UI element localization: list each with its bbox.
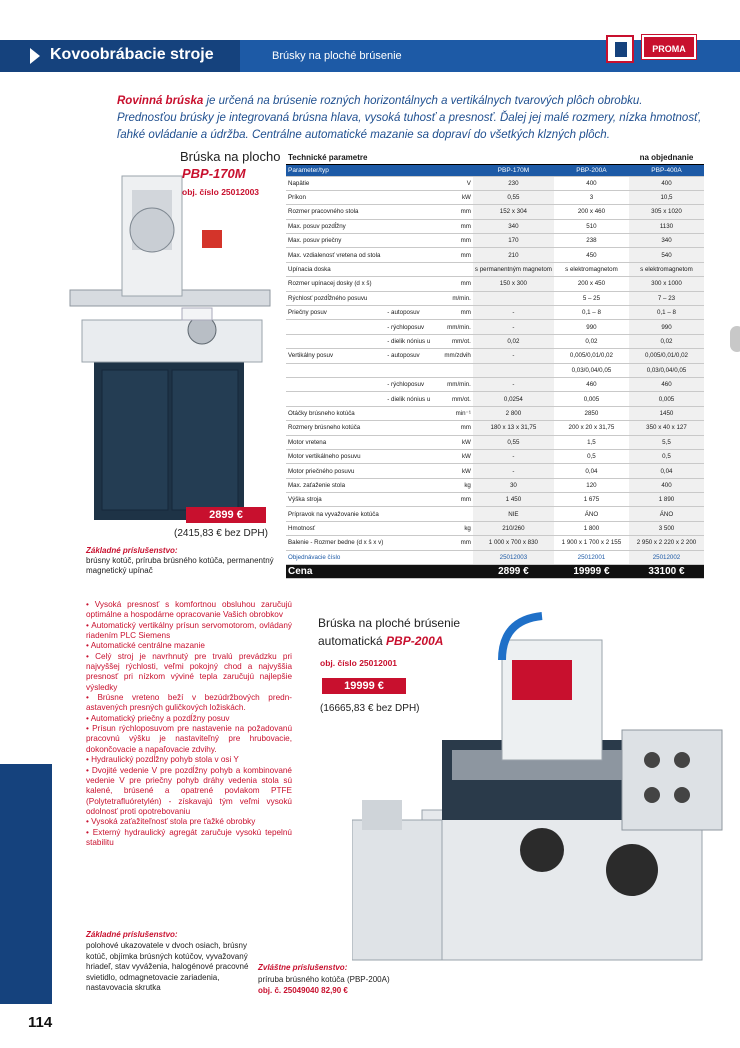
row-value: 460 (554, 377, 629, 391)
row-sublabel (385, 176, 432, 190)
arrow-icon (30, 48, 40, 64)
row-label: Otáčky brúsneho kotúča (286, 406, 385, 420)
row-value: 0,005/0,01/0,02 (629, 349, 704, 363)
row-value: 0,1 – 8 (554, 306, 629, 320)
row-sublabel (385, 406, 432, 420)
row-unit: kg (432, 478, 473, 492)
row-unit: mm (432, 219, 473, 233)
row-unit: mm (432, 306, 473, 320)
row-label: Príkon (286, 190, 385, 204)
row-label: Motor vertikálneho posuvu (286, 449, 385, 463)
row-sublabel (385, 421, 432, 435)
row-value: 0,55 (473, 190, 554, 204)
page-number: 114 (28, 1014, 53, 1031)
machine2-name-line1: Brúska na ploché brúsenie (318, 616, 461, 630)
feature-item: • Prísun rýchloposuvom pre nastavenie na požadovanú pracovnú výšku je nastaviteľný pre hrubovacie, dokončovacie a napaľovacie zdvihy. (86, 724, 292, 754)
row-unit: mm (432, 493, 473, 507)
machine2-optional-title: Zvláštne príslušenstvo: (258, 963, 348, 972)
row-value: 30 (473, 478, 554, 492)
feature-item: • Dvojité vedenie V pre pozdĺžny pohyb a kombinované vedenie V pre priečny pohyb dráhy vedenia stola sú kalené, brúsené a opatrené povlakom PTFE (Polytetrafluóretylén) - získavajú tým veľmi vysokú odolnosť proti opotrebovaniu (86, 765, 292, 816)
order-number: 25012002 (629, 550, 704, 564)
table-row (286, 521, 704, 535)
row-unit: m/min. (432, 291, 473, 305)
row-label: Napätie (286, 176, 385, 190)
row-value: 1 000 x 700 x 830 (473, 536, 554, 550)
price-value: 33100 € (629, 565, 704, 579)
row-value (473, 291, 554, 305)
feature-item: • Automatický priečny a pozdĺžny posuv (86, 713, 230, 723)
row-value: 1 890 (629, 493, 704, 507)
row-value: 2 800 (473, 406, 554, 420)
machine2-optional-text: príruba brúsného kotúča (PBP-200A) (258, 975, 390, 984)
row-sublabel (385, 291, 432, 305)
row-value: 0,04 (629, 464, 704, 478)
row-value: 990 (629, 320, 704, 334)
row-value: 230 (473, 176, 554, 190)
row-value: s permanentným magnetom (473, 262, 554, 276)
row-value: 0,55 (473, 435, 554, 449)
row-value: 2850 (554, 406, 629, 420)
row-value: 150 x 300 (473, 277, 554, 291)
order-number: 25012001 (554, 550, 629, 564)
row-sublabel (385, 205, 432, 219)
table-header-model: PBP-200A (554, 164, 629, 176)
table-row (286, 464, 704, 478)
row-value: 540 (629, 248, 704, 262)
price-value: 19999 € (554, 565, 629, 579)
row-label: Vertikálny posuv (286, 349, 385, 363)
row-label: Priečny posuv (286, 306, 385, 320)
order-row-label: Objednávacie číslo (286, 550, 473, 564)
row-sublabel: - autoposuv (385, 349, 432, 363)
row-value: 0,5 (629, 449, 704, 463)
machine-pbp-200a-image (352, 600, 740, 990)
table-row (286, 176, 704, 190)
intro-text: je určená na brúsenie rozných horizontálnych a vertikálnych tvarových plôch obrobku. Prednosťou brúsky je integrovaná brúsna hlava, vysoká tuhosť a presnosť. Ďalej jej malé rozmery, nízka hmotnosť, ľahké ovládanie a údržba. Centrálne automatické mazanie sa dopraví do všetkých klzných plôch. (117, 95, 702, 141)
row-value: 0,03/0,04/0,05 (629, 363, 704, 377)
row-value: 350 x 40 x 127 (629, 421, 704, 435)
row-sublabel: - dielik nónius u (385, 334, 432, 348)
table-row (286, 320, 704, 334)
row-label: Balenie - Rozmer bedne (d x š x v) (286, 536, 385, 550)
row-unit (432, 507, 473, 521)
row-sublabel (385, 363, 432, 377)
machine1-name: Brúska na plocho (180, 149, 281, 164)
row-value: 200 x 460 (554, 205, 629, 219)
price-row (286, 565, 704, 579)
row-sublabel (385, 435, 432, 449)
row-value: ÁNO (554, 507, 629, 521)
table-row (286, 205, 704, 219)
row-sublabel (385, 248, 432, 262)
table-header-param: Parameter/typ (286, 164, 473, 176)
machine2-name (318, 614, 460, 650)
row-label: Rozmery brúsneho kotúča (286, 421, 385, 435)
row-label: Výška stroja (286, 493, 385, 507)
row-value: 180 x 13 x 31,75 (473, 421, 554, 435)
table-row (286, 306, 704, 320)
row-sublabel: - autoposuv (385, 306, 432, 320)
row-unit: kW (432, 464, 473, 478)
row-value: 990 (554, 320, 629, 334)
row-value: 1 675 (554, 493, 629, 507)
row-label (286, 363, 385, 377)
spec-table-body (286, 152, 704, 579)
row-label: Max. posuv priečny (286, 234, 385, 248)
row-value: 1 800 (554, 521, 629, 535)
table-row (286, 349, 704, 363)
row-value: 3 (554, 190, 629, 204)
row-unit: mm (432, 536, 473, 550)
table-row (286, 248, 704, 262)
table-row (286, 478, 704, 492)
table-header-model: PBP-170M (473, 164, 554, 176)
row-sublabel (385, 507, 432, 521)
table-row (286, 421, 704, 435)
row-value: 120 (554, 478, 629, 492)
row-label: Hmotnosť (286, 521, 385, 535)
row-value: ÁNO (629, 507, 704, 521)
subsection-title: Brúsky na ploché brúsenie (272, 50, 402, 62)
row-value: 152 x 304 (473, 205, 554, 219)
machine-pbp-170m-image (62, 170, 272, 530)
row-value: 510 (554, 219, 629, 233)
machine2-optional-code: obj. č. 25049040 (258, 986, 319, 995)
row-sublabel (385, 219, 432, 233)
row-label: Motor vretena (286, 435, 385, 449)
row-sublabel (385, 493, 432, 507)
table-row (286, 277, 704, 291)
row-value: 400 (629, 176, 704, 190)
page-header (0, 0, 740, 72)
row-value: 305 x 1020 (629, 205, 704, 219)
feature-item: • Automatické centrálne mazanie (86, 641, 205, 651)
feature-item: • Brúsne vreteno beží v bezúdržbových prednastavených presných guličkových ložiskách. (86, 693, 292, 713)
row-unit: kW (432, 449, 473, 463)
table-row (286, 392, 704, 406)
row-unit: V (432, 176, 473, 190)
row-value: 300 x 1000 (629, 277, 704, 291)
row-value: - (473, 306, 554, 320)
row-value: 0,02 (554, 334, 629, 348)
row-value: 170 (473, 234, 554, 248)
machine2-name-line2: automatická (318, 634, 383, 648)
row-value: 0,04 (554, 464, 629, 478)
row-unit: mm/ot. (432, 392, 473, 406)
machine2-price-badge: 19999 € (322, 678, 406, 694)
table-row (286, 406, 704, 420)
table-row (286, 449, 704, 463)
row-value: 340 (473, 219, 554, 233)
machine2-model: PBP-200A (386, 634, 444, 648)
row-unit: mm/zdvih (432, 349, 473, 363)
table-title: Technické parametre (286, 152, 473, 164)
page-tab-icon (730, 326, 740, 352)
row-unit: mm (432, 234, 473, 248)
table-row (286, 190, 704, 204)
row-unit (432, 262, 473, 276)
machine1-price-ex-vat: (2415,83 € bez DPH) (174, 528, 268, 539)
row-unit: mm (432, 421, 473, 435)
row-value: 1,5 (554, 435, 629, 449)
table-title-spacer (473, 152, 554, 164)
row-unit: kW (432, 435, 473, 449)
row-label: Max. vzdialenosť vretena od stola (286, 248, 385, 262)
order-number: 25012003 (473, 550, 554, 564)
table-row (286, 262, 704, 276)
spec-table (286, 152, 704, 579)
row-value: 0,1 – 8 (629, 306, 704, 320)
machine2-accessories-title: Základné príslušenstvo: (86, 930, 178, 939)
row-value: 1130 (629, 219, 704, 233)
price-row-label: Cena (286, 565, 473, 579)
feature-list (86, 600, 292, 848)
row-label: Max. posuv pozdĺžny (286, 219, 385, 233)
table-row (286, 219, 704, 233)
table-row (286, 435, 704, 449)
row-sublabel: - dielik nónius u (385, 392, 432, 406)
table-header-model: PBP-400A (629, 164, 704, 176)
row-unit: min⁻¹ (432, 406, 473, 420)
row-unit (432, 363, 473, 377)
row-value: NIE (473, 507, 554, 521)
table-row (286, 536, 704, 550)
row-unit: mm (432, 248, 473, 262)
row-unit: mm (432, 205, 473, 219)
row-value: 5,5 (629, 435, 704, 449)
row-value: 238 (554, 234, 629, 248)
feature-item: • Hydraulický pozdĺžny pohyb stola v osi Y (86, 755, 239, 765)
table-row (286, 234, 704, 248)
machine1-model: PBP-170M (182, 166, 246, 181)
row-label: Motor priečného posuvu (286, 464, 385, 478)
row-sublabel: - rýchloposuv (385, 377, 432, 391)
row-value: 0,03/0,04/0,05 (554, 363, 629, 377)
row-value: 0,005 (629, 392, 704, 406)
feature-item: • Externý hydraulický agregát zaručuje vysokú tepelnú stabilitu (86, 827, 292, 847)
row-label: Rozmer pracovného stola (286, 205, 385, 219)
row-value: - (473, 377, 554, 391)
feature-item: • Automatický vertikálny prísun servomotorom, ovládaný riadením PLC Siemens (86, 620, 292, 641)
row-sublabel (385, 536, 432, 550)
row-sublabel (385, 464, 432, 478)
row-unit: mm/ot. (432, 334, 473, 348)
row-sublabel (385, 277, 432, 291)
row-value: s elektromagnetom (554, 262, 629, 276)
machine2-optional-code-line (258, 986, 348, 995)
row-value: 340 (629, 234, 704, 248)
machine1-order-code: obj. číslo 25012003 (182, 187, 260, 197)
side-color-bar (0, 764, 52, 1004)
row-label (286, 320, 385, 334)
row-value: - (473, 320, 554, 334)
feature-item: • Vysoká zaťažiteľnosť stola pre ťažké obrobky (86, 817, 256, 827)
machine1-accessories-title: Základné príslušenstvo: (86, 546, 178, 555)
price-value: 2899 € (473, 565, 554, 579)
row-value: 10,5 (629, 190, 704, 204)
row-label: Rýchlosť pozdĺžného posuvu (286, 291, 385, 305)
row-value: 400 (629, 478, 704, 492)
row-unit: kg (432, 521, 473, 535)
row-label (286, 392, 385, 406)
row-unit: kW (432, 190, 473, 204)
row-label: Max. zaťaženie stola (286, 478, 385, 492)
row-sublabel: - rýchloposuv (385, 320, 432, 334)
row-unit: mm/min. (432, 320, 473, 334)
order-number-row (286, 550, 704, 564)
row-value: 0,005 (554, 392, 629, 406)
category-logo-icon (606, 35, 634, 63)
machine1-price-badge: 2899 € (186, 507, 266, 523)
row-value: 200 x 450 (554, 277, 629, 291)
machine2-price-ex-vat: (16665,83 € bez DPH) (320, 703, 420, 714)
row-value: 7 – 23 (629, 291, 704, 305)
table-row (286, 507, 704, 521)
row-value: 450 (554, 248, 629, 262)
section-title: Kovoobrábacie stroje (50, 46, 214, 63)
row-value: 0,02 (629, 334, 704, 348)
row-value: 1 450 (473, 493, 554, 507)
machine1-accessories: brúsny kotúč, príruba brúsného kotúča, permanentný magnetický upínač (86, 556, 274, 575)
table-header-row (286, 164, 704, 176)
row-value: 2 950 x 2 220 x 2 200 (629, 536, 704, 550)
row-label: Upínacia doska (286, 262, 385, 276)
table-title-spacer (554, 152, 629, 164)
row-sublabel (385, 262, 432, 276)
row-value: 210 (473, 248, 554, 262)
row-value: 0,02 (473, 334, 554, 348)
machine2-accessories: polohové ukazovatele v dvoch osiach, brúsny kotúč, objímka brúsných kotúčov, vyvažovaný hriadeľ, stav vyváženia, halogénové pracovné svietidlo, odmagnetovacie zariadenia, nastavovacia skrutka (86, 941, 249, 993)
machine2-name-line2-wrap (318, 632, 460, 650)
row-unit: mm/min. (432, 377, 473, 391)
row-sublabel (385, 521, 432, 535)
row-label (286, 334, 385, 348)
row-sublabel (385, 449, 432, 463)
row-value: 200 x 20 x 31,75 (554, 421, 629, 435)
machine2-order-code: obj. číslo 25012001 (320, 658, 398, 668)
row-unit: mm (432, 277, 473, 291)
row-value: 0,005/0,01/0,02 (554, 349, 629, 363)
row-value: 5 – 25 (554, 291, 629, 305)
row-value: 0,5 (554, 449, 629, 463)
row-value: 1450 (629, 406, 704, 420)
table-row (286, 377, 704, 391)
row-value (473, 363, 554, 377)
row-value: - (473, 349, 554, 363)
table-title-row (286, 152, 704, 164)
row-value: 0,0254 (473, 392, 554, 406)
table-row (286, 493, 704, 507)
row-label (286, 377, 385, 391)
row-value: 1 900 x 1 700 x 2 155 (554, 536, 629, 550)
row-value: 460 (629, 377, 704, 391)
table-row (286, 363, 704, 377)
feature-item: • Celý stroj je navrhnutý pre trvalú prevádzku pri najvyššej rýchlosti, veľmi pokojný chod a najvyššia presnosť pri nízkom výviné tepla zaručujú najlepšie výsledky (86, 651, 292, 692)
machine2-optional-price: 82,90 € (321, 986, 348, 995)
row-label: Prípravok na vyvažovanie kotúča (286, 507, 385, 521)
row-value: - (473, 464, 554, 478)
row-value: 400 (554, 176, 629, 190)
row-value: s elektromagnetom (629, 262, 704, 276)
row-value: 210/260 (473, 521, 554, 535)
row-sublabel (385, 190, 432, 204)
table-on-order: na objednanie (629, 152, 704, 164)
row-value: 3 500 (629, 521, 704, 535)
feature-item: • Vysoká presnosť s komfortnou obsluhou zaručujú optimálne a hospodárne opracovanie Vašich obrobkov (86, 600, 292, 620)
intro-paragraph (117, 93, 705, 144)
brand-logo: PROMA (642, 35, 696, 59)
table-row (286, 291, 704, 305)
row-sublabel (385, 234, 432, 248)
row-label: Rozmer upínacej dosky (d x š) (286, 277, 385, 291)
intro-lead: Rovinná brúska (117, 95, 204, 107)
row-value: - (473, 449, 554, 463)
row-sublabel (385, 478, 432, 492)
table-row (286, 334, 704, 348)
